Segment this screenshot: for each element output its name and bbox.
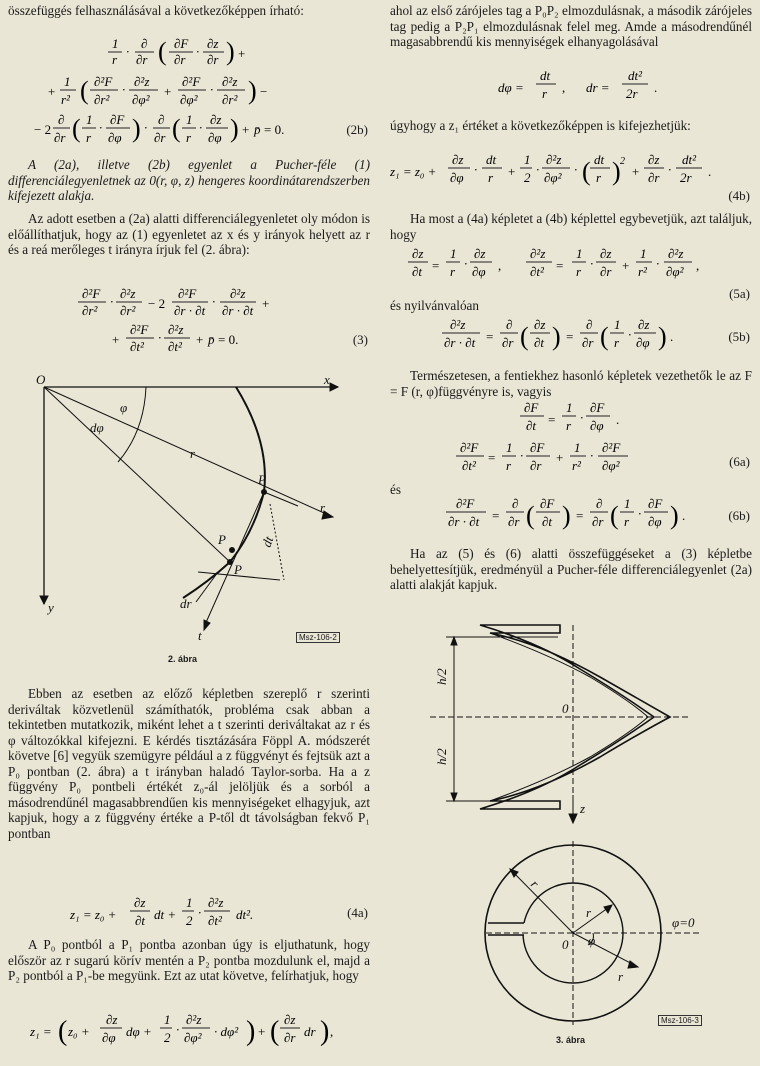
paragraph-ahol: ahol az első zárójeles tag a P₀P₂ elmozdulásnak, a második zárójeles tag pedig a P₂P₁ elmozdulásnak felel meg. Amde a másodrendűnél magasabbrendű kis mennyiségek elhanyagolásával (390, 3, 752, 49)
svg-text:=: = (492, 508, 500, 523)
figure-3 (390, 615, 752, 1055)
svg-text:=: = (488, 450, 496, 465)
figure-2-caption: 2. ábra (168, 654, 198, 664)
fig2-label-x: x (324, 372, 330, 387)
svg-text:∂r: ∂r (582, 335, 594, 350)
svg-text:∂φ: ∂φ (636, 335, 650, 350)
svg-text:∂r · ∂t: ∂r · ∂t (444, 335, 476, 350)
svg-text:1: 1 (574, 440, 581, 455)
svg-text:∂²z: ∂²z (186, 1012, 202, 1027)
svg-text:∂r: ∂r (174, 52, 186, 67)
svg-text:∂r: ∂r (508, 514, 520, 529)
svg-text:r: r (576, 264, 582, 279)
svg-text:·: · (144, 120, 148, 135)
svg-text:·: · (198, 905, 202, 920)
svg-text:·: · (212, 294, 216, 309)
fig2-label-r2: r (320, 500, 326, 515)
svg-text:): ) (132, 114, 141, 143)
svg-text:∂z: ∂z (134, 895, 146, 910)
svg-text:∂φ: ∂φ (648, 514, 662, 529)
svg-text:∂: ∂ (506, 317, 513, 332)
fig2-label-r: r (190, 446, 196, 461)
svg-text:∂²z: ∂²z (208, 895, 224, 910)
svg-text:dt²: dt² (682, 152, 697, 167)
svg-text:+: + (262, 296, 270, 311)
svg-text:dr: dr (304, 1024, 316, 1039)
svg-text:=: = (566, 329, 574, 344)
svg-text:∂r: ∂r (592, 514, 604, 529)
svg-text:∂φ²: ∂φ² (132, 92, 150, 107)
svg-text:z₁ =: z₁ = (30, 1024, 52, 1039)
equation-6b (390, 494, 752, 540)
equation-number-5a: (5a) (729, 286, 750, 301)
svg-text:∂z: ∂z (207, 36, 219, 51)
paragraph-ha: Ha most a (4a) képletet a (4b) képlettel egybevetjük, azt találjuk, hogy (390, 211, 753, 242)
svg-text:∂z: ∂z (638, 317, 650, 332)
svg-text:∂²z: ∂²z (230, 286, 246, 301)
svg-text:∂²F: ∂²F (94, 74, 113, 89)
svg-text:∂t: ∂t (412, 264, 423, 279)
svg-text:∂z: ∂z (106, 1012, 118, 1027)
svg-text:1: 1 (186, 895, 193, 910)
svg-text:r²: r² (572, 458, 581, 473)
svg-text:∂φ: ∂φ (450, 170, 464, 185)
equation-5b (390, 315, 752, 359)
svg-text:∂z: ∂z (648, 152, 660, 167)
svg-text:∂φ: ∂φ (590, 418, 604, 433)
svg-text:1: 1 (164, 1012, 171, 1027)
svg-text:∂φ: ∂φ (102, 1030, 116, 1045)
svg-text:+: + (112, 332, 120, 347)
equation-4b (390, 152, 752, 202)
svg-text:): ) (248, 76, 257, 105)
svg-text:dt²: dt² (628, 68, 643, 83)
svg-text:∂r: ∂r (284, 1030, 296, 1045)
svg-text:(: ( (270, 1016, 280, 1047)
svg-text:∂²F: ∂²F (602, 440, 621, 455)
svg-text:∂φ: ∂φ (472, 264, 486, 279)
svg-text:∂r²: ∂r² (94, 92, 110, 107)
svg-text:1: 1 (64, 74, 71, 89)
svg-text:1: 1 (624, 496, 631, 511)
svg-text:·: · (474, 162, 478, 177)
svg-text:∂²F: ∂²F (456, 496, 475, 511)
fig3-label-r-arrow: r (618, 969, 624, 984)
equation-number-6a: (6a) (729, 454, 750, 469)
svg-text:r: r (596, 170, 602, 185)
svg-text:+: + (48, 84, 56, 99)
paragraph-ebben: Ebben az esetben az előző képletben szereplő r szerinti deriváltak közvetlenül számíthatók, probléma csak abban a tekintetben mutatkozik, miként lehet a t szerinti deriváltakat az r és φ változókkal kifejezni. E kérdés tisztázására Föppl A. módszerét követve [6] vegyük szemügyre például a z függvényt és fejtsük azt a P₀ pontban (2. ábra) a t irányban haladó Taylor-sorba. Ha a z függvény P₀ pontbeli értékét z₀-ál jelöljük és a sorból a másodrendűnél magasabbrendűen kis mennyiségeket elhagyjuk, azt kapjuk, hogy a z függvény értéke a P-től dt távolságban fekvő P₁ pontban (8, 686, 370, 841)
svg-text:+: + (242, 122, 250, 137)
fig3-label-o-plan: 0 (562, 937, 569, 952)
svg-text:∂t: ∂t (534, 335, 545, 350)
svg-text:=: = (576, 508, 584, 523)
svg-text:∂φ²: ∂φ² (544, 170, 562, 185)
svg-text:): ) (320, 1016, 330, 1047)
equation-3 (8, 284, 370, 356)
svg-text:r: r (450, 264, 456, 279)
svg-text:1: 1 (614, 317, 621, 332)
fig2-label-p2: P (218, 532, 226, 547)
svg-text:∂φ: ∂φ (108, 130, 122, 144)
svg-text:r²: r² (638, 264, 647, 279)
svg-text:∂²z: ∂²z (530, 246, 546, 261)
right-column (390, 0, 752, 1066)
svg-text:∂²z: ∂²z (450, 317, 466, 332)
svg-text:2: 2 (164, 1030, 171, 1045)
svg-text:∂²z: ∂²z (222, 74, 238, 89)
svg-text:∂t²: ∂t² (208, 913, 222, 928)
fig2-label-p0: P (258, 472, 266, 487)
svg-text:(: ( (158, 37, 167, 66)
svg-text:·: · (536, 162, 540, 177)
fig2-label-dr: dr (180, 596, 192, 611)
svg-text:): ) (230, 114, 239, 143)
svg-text:+: + (508, 164, 516, 179)
fig3-label-phi: φ (588, 933, 596, 948)
svg-text:·: · (196, 44, 200, 59)
svg-text:=: = (486, 329, 494, 344)
paragraph-ap0: A P₀ pontból a P₁ pontba azonban úgy is eljuthatunk, hogy először az r sugarú körív mentén a P₂ pontba mozdulunk el, majd a P₂ pontból a P₁-be megyünk. Ezt az utat követve, felírhatjuk, hogy (8, 937, 370, 983)
svg-text:1: 1 (566, 400, 573, 415)
svg-text:∂φ²: ∂φ² (180, 92, 198, 107)
svg-text:= 0.: = 0. (264, 122, 285, 137)
svg-text:+: + (632, 164, 640, 179)
fig2-label-p1: P (234, 562, 242, 577)
paragraph-es: és nyilvánvalóan (390, 298, 479, 313)
fig2-label-phi: φ (120, 400, 128, 415)
svg-text:∂r: ∂r (154, 130, 166, 144)
svg-text:∂²F: ∂²F (130, 322, 149, 337)
paragraph-intro: összefüggés felhasználásával a következőképpen írható: (8, 3, 304, 18)
svg-text:∂z: ∂z (600, 246, 612, 261)
svg-text:∂: ∂ (512, 496, 519, 511)
svg-text:∂r: ∂r (600, 264, 612, 279)
svg-text:∂F: ∂F (648, 496, 663, 511)
svg-text:·: · (122, 82, 126, 97)
equation-number-3: (3) (352, 332, 368, 347)
svg-text:+: + (556, 450, 564, 465)
svg-text:∂r: ∂r (648, 170, 660, 185)
svg-text:dt².: dt². (236, 907, 254, 922)
svg-text:∂z: ∂z (210, 112, 222, 127)
equation-2b (8, 34, 370, 144)
svg-text:dt: dt (486, 152, 497, 167)
svg-text:∂F: ∂F (540, 496, 555, 511)
svg-text:·: · (464, 256, 468, 271)
svg-text:r: r (542, 86, 548, 101)
svg-text:·: · (210, 82, 214, 97)
svg-text:∂φ²: ∂φ² (184, 1030, 202, 1045)
svg-text:∂²z: ∂²z (668, 246, 684, 261)
svg-text:∂F: ∂F (530, 440, 545, 455)
svg-text:r: r (488, 170, 494, 185)
fig3-label-phi0: φ=0 (672, 915, 695, 930)
svg-text:=: = (556, 258, 564, 273)
svg-text:): ) (552, 322, 561, 351)
svg-text:∂: ∂ (158, 112, 165, 127)
svg-text:∂r · ∂t: ∂r · ∂t (448, 514, 480, 529)
svg-text:1: 1 (576, 246, 583, 261)
svg-text:∂: ∂ (141, 36, 148, 51)
svg-text:r: r (112, 52, 118, 67)
fig2-label-o: O (36, 372, 46, 387)
svg-text:∂r: ∂r (207, 52, 219, 67)
svg-text:∂²F: ∂²F (178, 286, 197, 301)
paragraph-2a-2b: A (2a), illetve (2b) egyenlet a Pucher-féle (1) differenciálegyenletnek az 0(r, φ, z) hengeres koordinátarendszerben kifejezett alakja. (8, 157, 370, 203)
svg-text:·: · (158, 330, 162, 345)
svg-text:∂: ∂ (586, 317, 593, 332)
svg-text:·: · (574, 162, 578, 177)
svg-text:·: · (656, 256, 660, 271)
svg-text:∂t²: ∂t² (530, 264, 544, 279)
svg-text:∂r: ∂r (530, 458, 542, 473)
fig3-label-r-inner: r (586, 905, 592, 920)
svg-text:∂F: ∂F (524, 400, 539, 415)
equation-dphi-dr (390, 68, 752, 108)
paragraph-term: Természetesen, a fentiekhez hasonló képletek vezethetők le az F = F (r, φ)függvényre is, vagyis (390, 368, 752, 399)
fig3-label-z: z (580, 801, 586, 816)
fig2-label-dphi: dφ (90, 420, 104, 435)
equation-5a (390, 246, 752, 302)
svg-text:p̄: p̄ (208, 332, 215, 347)
svg-text:r²: r² (61, 92, 70, 107)
fig3-label-h-upper: h/2 (434, 668, 449, 685)
svg-text:1: 1 (640, 246, 647, 261)
svg-text:p̄: p̄ (254, 122, 261, 137)
svg-text:dt +: dt + (154, 907, 177, 922)
svg-text:∂z: ∂z (284, 1012, 296, 1027)
svg-text:∂²F: ∂²F (82, 286, 101, 301)
svg-text:·: · (110, 294, 114, 309)
svg-text:(: ( (172, 114, 181, 143)
svg-text:∂r: ∂r (136, 52, 148, 67)
svg-text:∂r²: ∂r² (120, 303, 136, 318)
svg-text:·: · (590, 256, 594, 271)
svg-text:·: · (176, 1022, 180, 1037)
svg-text:(: ( (600, 322, 609, 351)
svg-text:2r: 2r (680, 170, 692, 185)
svg-text:dφ +: dφ + (126, 1024, 152, 1039)
svg-text:∂²z: ∂²z (120, 286, 136, 301)
svg-text:∂φ²: ∂φ² (602, 458, 620, 473)
svg-text:∂z: ∂z (452, 152, 464, 167)
svg-text:): ) (226, 37, 235, 66)
svg-text:.: . (670, 329, 674, 344)
svg-text:,: , (330, 1024, 334, 1039)
fig3-label-h-lower: h/2 (434, 748, 449, 765)
svg-text:∂F: ∂F (110, 112, 125, 127)
svg-text:+: + (164, 84, 172, 99)
equation-6a (390, 400, 752, 480)
svg-text:∂r²: ∂r² (222, 92, 238, 107)
svg-text:): ) (562, 501, 571, 530)
svg-text:=: = (548, 412, 556, 427)
equation-z1-path (8, 1012, 370, 1052)
svg-text:.: . (654, 80, 658, 95)
svg-text:·: · (590, 448, 594, 463)
svg-text:∂φ²: ∂φ² (666, 264, 684, 279)
svg-text:∂F: ∂F (174, 36, 189, 51)
svg-text:∂t²: ∂t² (168, 339, 182, 354)
svg-text:(: ( (582, 157, 591, 186)
svg-text:.: . (708, 164, 712, 179)
svg-text:(: ( (520, 322, 529, 351)
svg-text:= 0.: = 0. (218, 332, 239, 347)
svg-text:∂t: ∂t (135, 913, 146, 928)
fig2-label-t: t (198, 628, 202, 643)
svg-text:2: 2 (524, 170, 531, 185)
svg-text:dt: dt (540, 68, 551, 83)
svg-text:1: 1 (450, 246, 457, 261)
equation-number-5b: (5b) (728, 329, 750, 344)
svg-text:∂z: ∂z (474, 246, 486, 261)
svg-text:1: 1 (186, 112, 193, 127)
svg-text:+: + (258, 1024, 266, 1039)
left-column (8, 0, 370, 1066)
svg-text:(: ( (58, 1016, 68, 1047)
figure-3-caption: 3. ábra (556, 1035, 586, 1045)
svg-text:r: r (86, 130, 92, 144)
svg-text:,: , (498, 258, 502, 273)
fig2-label-y: y (48, 600, 54, 615)
svg-text:·: · (126, 44, 130, 59)
paragraph-adott: Az adott esetben a (2a) alatti differenciálegyenletet oly módon is előállíthatjuk, hogy az (1) egyenletet az x és y irányok helyett az r és a reá merőleges t irányra írjuk fel (2. ábra): (8, 211, 370, 257)
svg-text:·: · (628, 327, 632, 342)
svg-text:∂z: ∂z (412, 246, 424, 261)
svg-text:∂z: ∂z (534, 317, 546, 332)
svg-text:∂²z: ∂²z (546, 152, 562, 167)
svg-text:·: · (668, 162, 672, 177)
fig3-label-o: 0 (562, 701, 569, 716)
svg-text:∂t: ∂t (542, 514, 553, 529)
svg-text:∂r: ∂r (54, 130, 66, 144)
svg-text:·: · (580, 410, 584, 425)
equation-number-6b: (6b) (728, 508, 750, 523)
svg-text:=: = (432, 258, 440, 273)
svg-text:∂²z: ∂²z (134, 74, 150, 89)
svg-text:∂t²: ∂t² (462, 458, 476, 473)
svg-text:r: r (566, 418, 572, 433)
svg-text:2: 2 (620, 156, 625, 167)
svg-text:(: ( (526, 501, 535, 530)
svg-text:,: , (696, 258, 700, 273)
svg-text:,: , (562, 80, 566, 95)
svg-text:∂r · ∂t: ∂r · ∂t (222, 303, 254, 318)
svg-text:r: r (624, 514, 630, 529)
svg-text:·: · (99, 120, 103, 135)
svg-text:): ) (658, 322, 667, 351)
svg-text:+: + (238, 46, 246, 61)
svg-text:z₁ = z₀ +: z₁ = z₀ + (70, 907, 117, 922)
svg-text:∂²z: ∂²z (168, 322, 184, 337)
svg-text:): ) (246, 1016, 256, 1047)
svg-text:r: r (614, 335, 620, 350)
svg-text:∂²F: ∂²F (460, 440, 479, 455)
svg-text:1: 1 (112, 36, 119, 51)
svg-text:· dφ²: · dφ² (214, 1024, 239, 1039)
svg-text:.: . (682, 508, 686, 523)
equation-number-4a: (4a) (347, 905, 368, 920)
figure-2 (8, 372, 370, 672)
svg-text:∂: ∂ (596, 496, 603, 511)
svg-text:− 2: − 2 (148, 296, 166, 311)
svg-text:): ) (612, 157, 621, 186)
svg-text:z₀ +: z₀ + (68, 1024, 90, 1039)
svg-text:2r: 2r (626, 86, 638, 101)
figure-3-stamp: Msz-106-3 (658, 1015, 702, 1026)
svg-text:1: 1 (506, 440, 513, 455)
svg-text:dφ =: dφ = (498, 80, 524, 95)
svg-text:∂t: ∂t (526, 418, 537, 433)
equation-number-4b: (4b) (728, 188, 750, 203)
svg-text:·: · (520, 448, 524, 463)
svg-text:∂φ: ∂φ (208, 130, 222, 144)
svg-text:− 2: − 2 (34, 122, 52, 137)
svg-text:∂²F: ∂²F (182, 74, 201, 89)
svg-text:(: ( (72, 114, 81, 143)
svg-text:∂r: ∂r (502, 335, 514, 350)
svg-text:∂r · ∂t: ∂r · ∂t (174, 303, 206, 318)
fig3-label-r-outer: r (527, 876, 543, 891)
paragraph-ugy: úgyhogy a z₁ értéket a következőképpen is kifejezhetjük: (390, 118, 691, 133)
svg-text:∂F: ∂F (590, 400, 605, 415)
svg-text:dr =: dr = (586, 80, 610, 95)
svg-text:·: · (638, 506, 642, 521)
svg-text:(: ( (610, 501, 619, 530)
svg-text:z₁ = z₀ +: z₁ = z₀ + (390, 164, 437, 179)
fig2-label-dt: dt (258, 534, 277, 550)
label-es: és (390, 482, 401, 497)
equation-number-2b: (2b) (346, 122, 368, 137)
svg-text:1: 1 (86, 112, 93, 127)
svg-text:+: + (622, 258, 630, 273)
svg-text:1: 1 (524, 152, 531, 167)
svg-text:+: + (196, 332, 204, 347)
svg-text:r: r (506, 458, 512, 473)
svg-text:−: − (260, 84, 268, 99)
svg-text:(: ( (80, 76, 89, 105)
svg-text:∂t²: ∂t² (130, 339, 144, 354)
equation-4a (8, 895, 370, 931)
paragraph-haaz: Ha az (5) és (6) alatti összefüggéseket a (3) képletbe behelyettesítjük, eredményül a Pucher-féle differenciálegyenlet (2a) alatti alakját kapjuk. (390, 546, 752, 592)
svg-text:r: r (186, 130, 192, 144)
svg-text:dt: dt (594, 152, 605, 167)
svg-text:·: · (199, 120, 203, 135)
svg-text:∂r²: ∂r² (82, 303, 98, 318)
svg-text:): ) (670, 501, 679, 530)
svg-text:∂: ∂ (58, 112, 65, 127)
svg-text:2: 2 (186, 913, 193, 928)
figure-2-stamp: Msz-106-2 (296, 632, 340, 643)
svg-text:.: . (616, 412, 620, 427)
